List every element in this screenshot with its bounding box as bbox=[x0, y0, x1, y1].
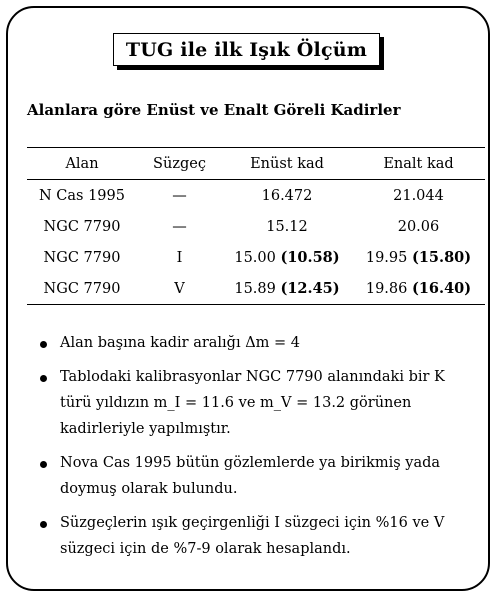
bullet-icon bbox=[40, 375, 47, 382]
cell-suzgec: V bbox=[137, 273, 222, 305]
note-text: Alan başına kadir aralığı Δm = 4 bbox=[60, 335, 301, 351]
bullet-icon bbox=[40, 461, 47, 468]
cell-enust-kad bbox=[222, 180, 352, 212]
table-row bbox=[27, 273, 485, 305]
note-text: Tablodaki kalibrasyonlar NGC 7790 alanındaki bir K türü yıldızın m_I = 11.6 ve m_V = 13.2 görünen kadirleriyle yapılmıştır. bbox=[60, 369, 445, 437]
notes-list bbox=[30, 330, 475, 570]
list-item bbox=[30, 330, 475, 356]
bullet-icon bbox=[40, 521, 47, 528]
cell-suzgec: — bbox=[172, 187, 187, 204]
enalt-value: 20.06 bbox=[397, 218, 440, 235]
bullet-icon bbox=[40, 341, 47, 348]
enalt-value: 19.95 bbox=[365, 250, 408, 266]
cell-enalt-kad bbox=[352, 273, 485, 305]
note-text: Süzgeçlerin ışık geçirgenliği I süzgeci için %16 ve V süzgeci için de %7-9 olarak hesaplandı. bbox=[60, 515, 445, 557]
enust-value: 16.472 bbox=[261, 187, 313, 204]
magnitude-table bbox=[27, 147, 485, 305]
table-row bbox=[27, 211, 485, 242]
cell-alan: NGC 7790 bbox=[27, 273, 137, 305]
list-item bbox=[30, 510, 475, 562]
cell-enalt-kad bbox=[352, 242, 485, 273]
cell-enust-kad bbox=[222, 273, 352, 305]
list-item bbox=[30, 364, 475, 442]
cell-enalt-kad bbox=[352, 211, 485, 242]
cell-enust-kad bbox=[222, 242, 352, 273]
note-text: Nova Cas 1995 bütün gözlemlerde ya birikmiş yada doymuş olarak bulundu. bbox=[60, 455, 441, 497]
enust-calibrated: (12.45) bbox=[280, 280, 340, 297]
enalt-value: 21.044 bbox=[393, 187, 444, 204]
slide-title bbox=[113, 33, 380, 66]
enust-value: 15.89 bbox=[234, 281, 276, 297]
enust-calibrated: (10.58) bbox=[280, 249, 340, 266]
enalt-calibrated: (15.80) bbox=[411, 249, 472, 266]
enalt-value: 19.86 bbox=[365, 281, 408, 297]
cell-suzgec: I bbox=[176, 249, 183, 266]
cell-enust-kad bbox=[222, 211, 352, 242]
header-alan: Alan bbox=[27, 148, 137, 180]
cell-enalt-kad bbox=[352, 180, 485, 212]
cell-alan: N Cas 1995 bbox=[39, 187, 125, 204]
header-enust-kad: Enüst kad bbox=[222, 148, 352, 180]
enust-value: 15.00 bbox=[234, 250, 276, 266]
cell-alan: NGC 7790 bbox=[43, 218, 121, 235]
table-caption: Alanlara göre Enüst ve Enalt Göreli Kadirler bbox=[27, 101, 401, 119]
cell-suzgec: — bbox=[172, 218, 187, 235]
slide-title-text: TUG ile ilk Işık Ölçüm bbox=[125, 38, 368, 61]
table-row bbox=[27, 242, 485, 273]
header-suzgec: Süzgeç bbox=[137, 148, 222, 180]
enust-value: 15.12 bbox=[266, 218, 308, 235]
list-item bbox=[30, 450, 475, 502]
header-enalt-kad: Enalt kad bbox=[352, 148, 485, 180]
table-header-row bbox=[27, 148, 485, 180]
cell-alan: NGC 7790 bbox=[43, 249, 121, 266]
enalt-calibrated: (16.40) bbox=[411, 280, 472, 297]
table-row bbox=[27, 180, 485, 212]
